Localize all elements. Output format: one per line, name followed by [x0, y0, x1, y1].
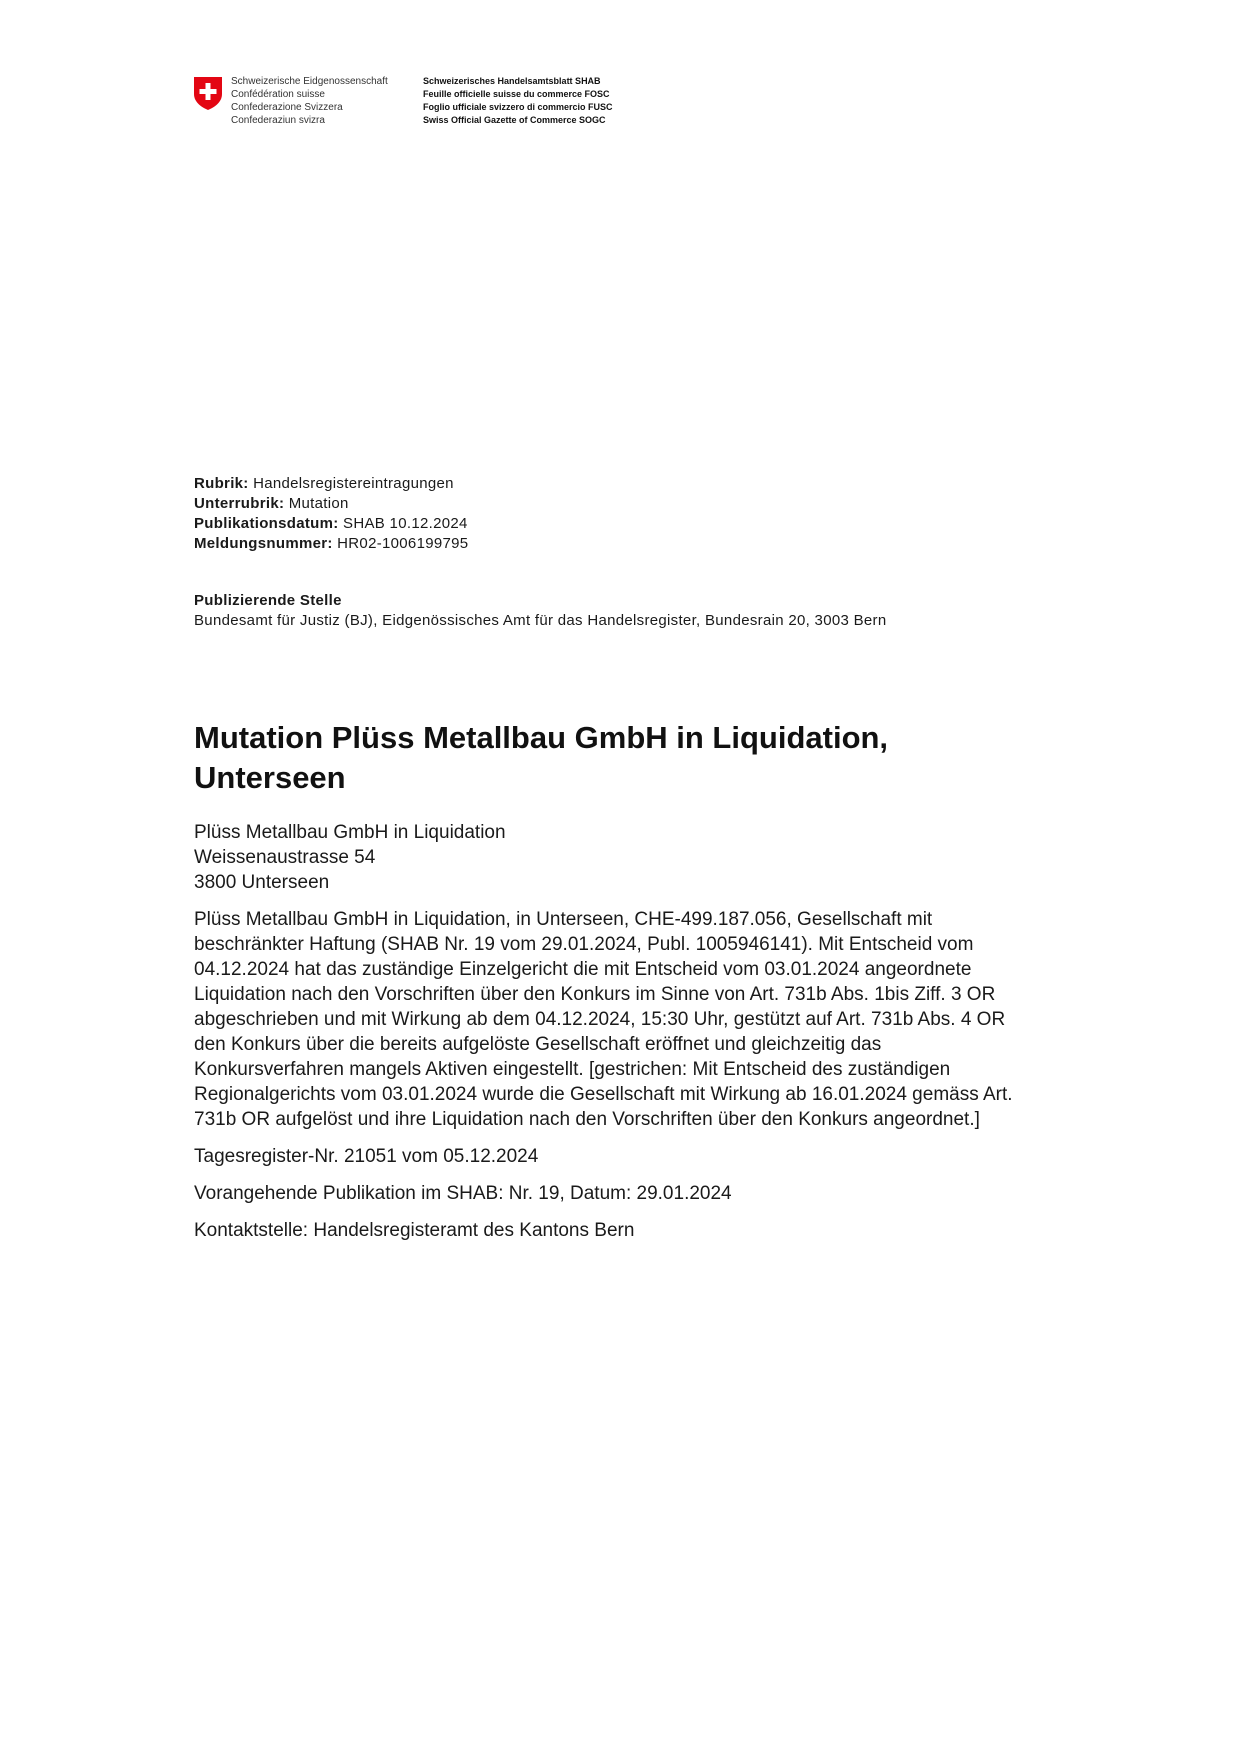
notice-content — [194, 820, 1034, 1255]
swiss-crest-icon — [193, 76, 223, 111]
page-title: Mutation Plüss Metallbau GmbH in Liquidation, Unterseen — [194, 720, 889, 795]
notice-body-text: Plüss Metallbau GmbH in Liquidation, in Unterseen, CHE-499.187.056, Gesellschaft mit beschränkter Haftung (SHAB Nr. 19 vom 29.01.2024, Publ. 1005946141). Mit Entscheid vom 04.12.2024 hat das zuständige Einzelgericht die mit Entscheid vom 03.01.2024 angeordnete Liquidation nach den Vorschriften über den Konkurs im Sinne von Art. 731b Abs. 1bis Ziff. 3 OR abgeschrieben und mit Wirkung ab dem 04.12.2024, 15:30 Uhr, gestützt auf Art. 731b Abs. 4 OR den Konkurs über die bereits aufgelöste Gesellschaft eröffnet und gleichzeitig das Konkursverfahren mangels Aktiven eingestellt. [gestrichen: Mit Entscheid des zuständigen Regionalgerichts vom 03.01.2024 wurde die Gesellschaft mit Wirkung ab 16.01.2024 gemäss Art. 731b OR aufgelöst und ihre Liquidation nach den Vorschriften über den Konkurs angeordnet.] — [194, 909, 1013, 1130]
confederation-names — [231, 75, 388, 127]
company-address — [194, 820, 1034, 895]
address-line-street: Weissenaustrasse 54 — [194, 847, 376, 868]
tagesregister-text: Tagesregister-Nr. 21051 vom 05.12.2024 — [194, 1146, 539, 1167]
address-line-name: Plüss Metallbau GmbH in Liquidation — [194, 822, 506, 843]
unterrubrik-value: Mutation — [288, 495, 349, 512]
contact-text: Kontaktstelle: Handelsregisteramt des Kantons Bern — [194, 1220, 635, 1241]
confederation-name-fr: Confédération suisse — [231, 89, 325, 100]
meldungsnummer-row — [194, 534, 468, 554]
gazette-name-fr: Feuille officielle suisse du commerce FOSC — [423, 89, 610, 99]
rubrik-row — [194, 474, 468, 494]
page-header — [193, 75, 793, 135]
publisher-label: Publizierende Stelle — [194, 592, 342, 609]
confederation-name-de: Schweizerische Eidgenossenschaft — [231, 76, 388, 87]
gazette-name-it: Foglio ufficiale svizzero di commercio FUSC — [423, 102, 613, 112]
previous-publication-text: Vorangehende Publikation im SHAB: Nr. 19, Datum: 29.01.2024 — [194, 1183, 732, 1204]
rubrik-value: Handelsregistereintragungen — [253, 475, 454, 492]
rubrik-label: Rubrik: — [194, 475, 249, 492]
gazette-name-en: Swiss Official Gazette of Commerce SOGC — [423, 115, 606, 125]
publikationsdatum-value: SHAB 10.12.2024 — [343, 515, 468, 532]
publication-meta — [194, 474, 468, 554]
publisher-value: Bundesamt für Justiz (BJ), Eidgenössisches Amt für das Handelsregister, Bundesrain 20, 3003 Bern — [194, 612, 887, 629]
meldungsnummer-value: HR02-1006199795 — [337, 535, 469, 552]
gazette-name-de: Schweizerisches Handelsamtsblatt SHAB — [423, 76, 601, 86]
unterrubrik-row — [194, 494, 468, 514]
confederation-name-it: Confederazione Svizzera — [231, 102, 343, 113]
address-line-city: 3800 Unterseen — [194, 872, 330, 893]
publikationsdatum-label: Publikationsdatum: — [194, 515, 339, 532]
confederation-name-rm: Confederaziun svizra — [231, 115, 325, 126]
gazette-names — [423, 75, 613, 127]
publikationsdatum-row — [194, 514, 468, 534]
unterrubrik-label: Unterrubrik: — [194, 495, 285, 512]
publisher-block — [194, 591, 886, 631]
meldungsnummer-label: Meldungsnummer: — [194, 535, 333, 552]
